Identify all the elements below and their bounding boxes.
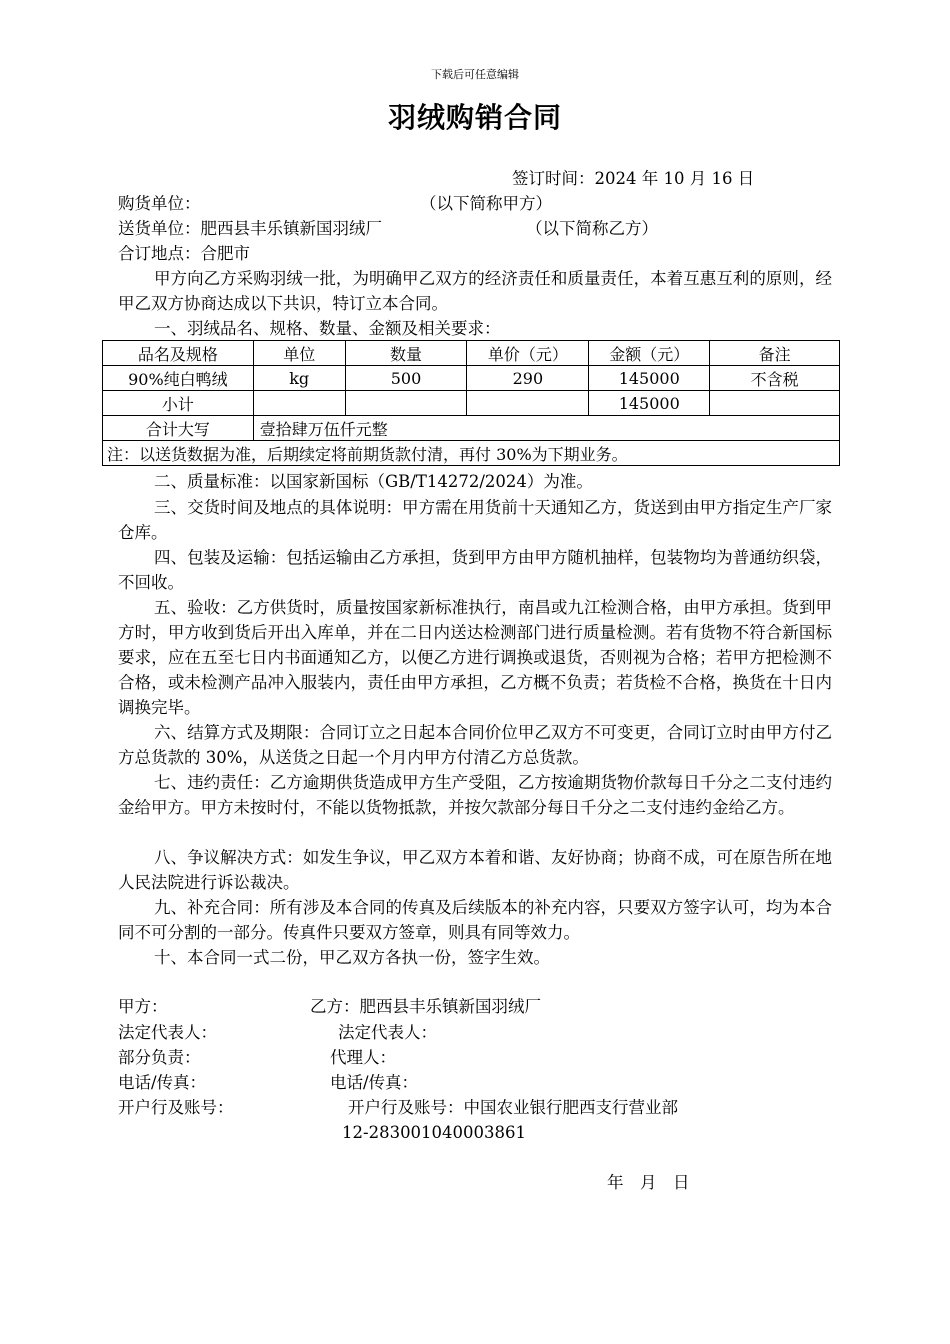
table-cell — [467, 391, 589, 416]
total-label: 合计大写 — [103, 416, 254, 441]
buyer-alias: （以下简称甲方） — [420, 194, 552, 213]
party-a-department: 部分负责： — [118, 1048, 201, 1067]
clause-delivery: 三、交货时间及地点的具体说明：甲方需在用货前十天通知乙方，货送到由甲方指定生产厂家仓库。 — [118, 498, 832, 542]
table-row — [103, 366, 840, 391]
party-a-phone: 电话/传真： — [118, 1073, 207, 1092]
table-cell: kg — [253, 366, 345, 391]
supplier-label: 送货单位：肥西县丰乐镇新国羽绒厂 — [118, 219, 382, 238]
intro-paragraph: 甲方向乙方采购羽绒一批，为明确甲乙双方的经济责任和质量责任，本着互惠互利的原则，经甲乙双方协商达成以下共识，特订立本合同。 — [118, 269, 832, 313]
table-cell: 145000 — [589, 366, 710, 391]
table-cell — [345, 391, 467, 416]
table-header-cell: 单价（元） — [467, 341, 589, 366]
total-amount-text: 壹拾肆万伍仟元整 — [253, 416, 839, 441]
note-row — [103, 441, 840, 466]
clause-packaging: 四、包装及运输：包括运输由乙方承担，货到甲方由甲方随机抽样，包装物均为普通纺织袋，不回收。 — [118, 548, 832, 592]
party-a-label: 甲方： — [118, 997, 168, 1016]
table-header-row — [103, 341, 840, 366]
party-a-representative: 法定代表人： — [118, 1023, 217, 1042]
table-note: 注：以送货数据为准，后期续定将前期货款付清，再付 30%为下期业务。 — [103, 441, 840, 466]
total-row — [103, 416, 840, 441]
clause-quality: 二、质量标准：以国家新国标（GB/T14272/2024）为准。 — [154, 472, 593, 491]
contract-title: 羽绒购销合同 — [387, 101, 562, 134]
table-cell: 290 — [467, 366, 589, 391]
buyer-label: 购货单位： — [118, 194, 201, 213]
section1-title: 一、羽绒品名、规格、数量、金额及相关要求： — [154, 319, 501, 338]
clause-liability: 七、违约责任：乙方逾期供货造成甲方生产受阻，乙方按逾期货物价款每日千分之二支付违约金给甲方。甲方未按时付，不能以货物抵款，并按欠款部分每日千分之二支付违约金给乙方。 — [118, 773, 832, 817]
table-header-cell: 单位 — [253, 341, 345, 366]
party-b-bank: 开户行及账号：中国农业银行肥西支行营业部 — [348, 1098, 678, 1117]
clause-inspection: 五、验收：乙方供货时，质量按国家新标准执行，南昌或九江检测合格，由甲方承担。货到甲方时，甲方收到货后开出入库单，并在二日内送达检测部门进行质量检测。若有货物不符合新国标要求，应在五至七日内书面通知乙方，以便乙方进行调换或退货，否则视为合格；若甲方把检测不合格，或未检测产品冲入服装内，责任由甲方承担，乙方概不负责；若货检不合格，换货在十日内调换完毕。 — [118, 598, 832, 717]
table-header-cell: 品名及规格 — [103, 341, 254, 366]
table-header-cell: 数量 — [345, 341, 467, 366]
party-b-representative: 法定代表人： — [338, 1023, 437, 1042]
header-note: 下载后可任意编辑 — [431, 68, 519, 81]
table-cell: 90%纯白鸭绒 — [103, 366, 254, 391]
table-cell: 不含税 — [710, 366, 840, 391]
contract-location: 合订地点：合肥市 — [118, 244, 250, 263]
table-header-cell: 备注 — [710, 341, 840, 366]
goods-table — [102, 340, 840, 466]
party-b-account: 12-283001040003861 — [342, 1123, 527, 1142]
clause-dispute: 八、争议解决方式：如发生争议，甲乙双方本着和谐、友好协商；协商不成，可在原告所在地人民法院进行诉讼裁决。 — [118, 848, 832, 892]
table-header-cell: 金额（元） — [589, 341, 710, 366]
table-cell — [710, 391, 840, 416]
sign-date: 签订时间：2024 年 10 月 16 日 — [512, 169, 755, 188]
party-b-label: 乙方：肥西县丰乐镇新国羽绒厂 — [310, 997, 541, 1016]
subtotal-amount: 145000 — [589, 391, 710, 416]
party-a-bank: 开户行及账号： — [118, 1098, 234, 1117]
clause-copies: 十、本合同一式二份，甲乙双方各执一份，签字生效。 — [154, 948, 550, 967]
subtotal-label: 小计 — [103, 391, 254, 416]
party-b-phone: 电话/传真： — [330, 1073, 419, 1092]
clause-supplement: 九、补充合同：所有涉及本合同的传真及后续版本的补充内容，只要双方签字认可，均为本合同不可分割的一部分。传真件只要双方签章，则具有同等效力。 — [118, 898, 832, 942]
table-cell — [253, 391, 345, 416]
signature-date: 年 月 日 — [607, 1173, 690, 1192]
clause-settlement: 六、结算方式及期限：合同订立之日起本合同价位甲乙双方不可变更，合同订立时由甲方付乙方总货款的 30%，从送货之日起一个月内甲方付清乙方总货款。 — [118, 723, 832, 767]
supplier-alias: （以下简称乙方） — [526, 219, 658, 238]
table-cell: 500 — [345, 366, 467, 391]
subtotal-row — [103, 391, 840, 416]
party-b-agent: 代理人： — [330, 1048, 396, 1067]
